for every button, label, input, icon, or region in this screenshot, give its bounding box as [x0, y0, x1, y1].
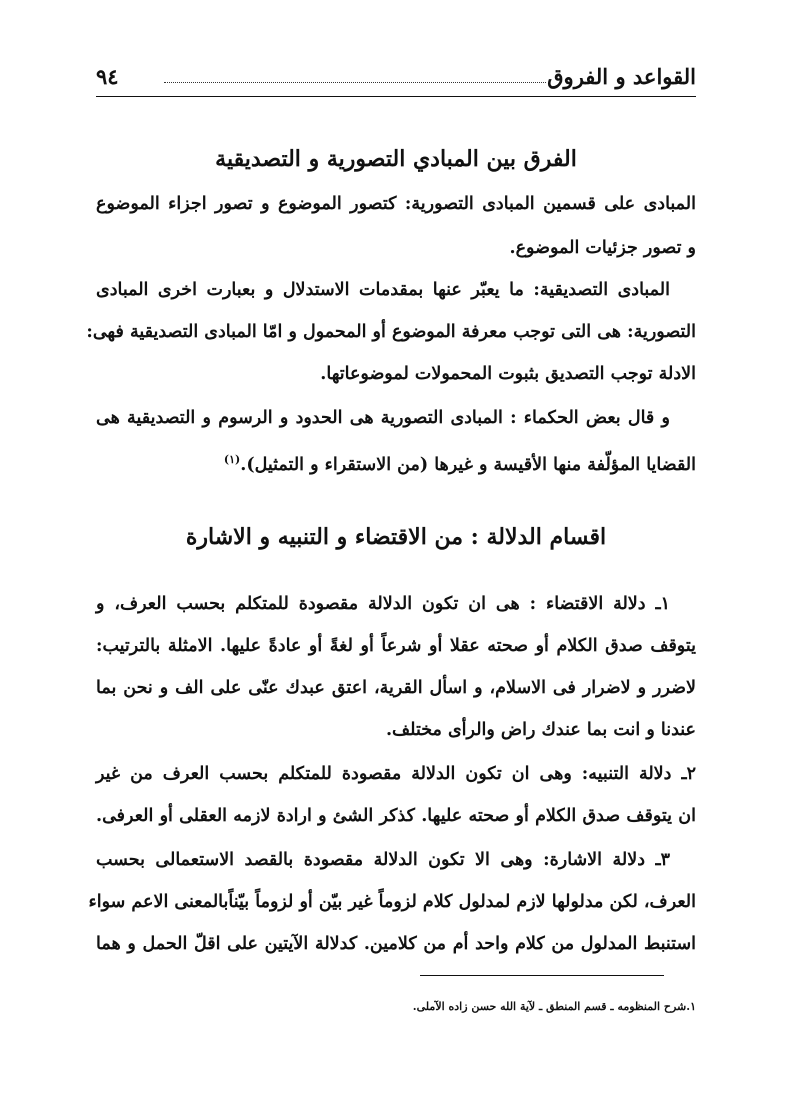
section-heading-signification: اقسام الدلالة : من الاقتضاء و التنبيه و الاشارة: [185, 524, 607, 550]
paragraph-line: المبادى التصديقية: ما يعبّر عنها بمقدمات الاستدلال و بعبارت اخرى المبادى: [96, 280, 670, 300]
paragraph-line-with-footnote: [96, 446, 696, 479]
paragraph-line: ١ـ دلالة الاقتضاء : هى ان تكون الدلالة مقصودة للمتكلم بحسب العرف، و: [96, 594, 670, 614]
section-heading-principles: الفرق بين المبادي التصورية و التصديقية: [215, 146, 577, 172]
footnote-separator: [420, 975, 664, 976]
paragraph-line: لاضرر و لاضرار فى الاسلام، و اسأل القرية، اعتق عبدك عنّى على الف و نحن بما: [96, 678, 696, 698]
paragraph-line-text: القضايا المؤلّفة منها الأقيسة و غيرها (من الاستقراء و التمثيل).: [240, 454, 696, 475]
header-title: القواعد و الفروق: [547, 64, 696, 89]
footnote-marker: (١): [223, 453, 241, 466]
paragraph-line: الادلة توجب التصديق بثبوت المحمولات لموضوعاتها.: [320, 364, 696, 384]
paragraph-line: العرف، لكن مدلولها لازم لمدلول كلام لزوماً غير بيّن أو لزوماً بيّناًبالمعنى الاعم سواء: [88, 892, 696, 912]
paragraph-line: يتوقف صدق الكلام أو صحته عقلا أو شرعاً أو لغةً أو عادةً عليها. الامثلة بالترتيب:: [96, 636, 696, 656]
paragraph-line: عندنا و انت بما عندك راض والرأى مختلف.: [385, 720, 696, 740]
paragraph-line: ان يتوقف صدق الكلام أو صحته عليها. كذكر الشئ و ارادة لازمه العقلى أو العرفى.: [96, 806, 696, 826]
page-number: ٩٤: [96, 64, 119, 89]
footnote-text: ١.شرح المنظومه ـ قسم المنطق ـ لآية الله حسن زاده الآملى.: [412, 1000, 696, 1013]
running-header: [96, 62, 696, 97]
paragraph-line: استنبط المدلول من كلام واحد أم من كلامين. كدلالة الآيتين على اقلّ الحمل و هما: [96, 934, 696, 954]
paragraph-line: و قال بعض الحكماء : المبادى التصورية هى الحدود و الرسوم و التصديقية هى: [96, 408, 670, 428]
header-leader-dots: [164, 82, 546, 83]
paragraph-line: و تصور جزئيات الموضوع.: [509, 238, 696, 258]
paragraph-line: المبادى على قسمين المبادى التصورية: كتصور الموضوع و تصور اجزاء الموضوع: [96, 194, 696, 214]
paragraph-line: ٣ـ دلالة الاشارة: وهى الا تكون الدلالة مقصودة بالقصد الاستعمالى بحسب: [96, 850, 670, 870]
paragraph-line: التصورية: هى التى توجب معرفة الموضوع أو المحمول و امّا المبادى التصديقية فهى:: [86, 322, 696, 342]
paragraph-line: ٢ـ دلالة التنبيه: وهى ان تكون الدلالة مقصودة للمتكلم بحسب العرف من غير: [96, 764, 696, 784]
